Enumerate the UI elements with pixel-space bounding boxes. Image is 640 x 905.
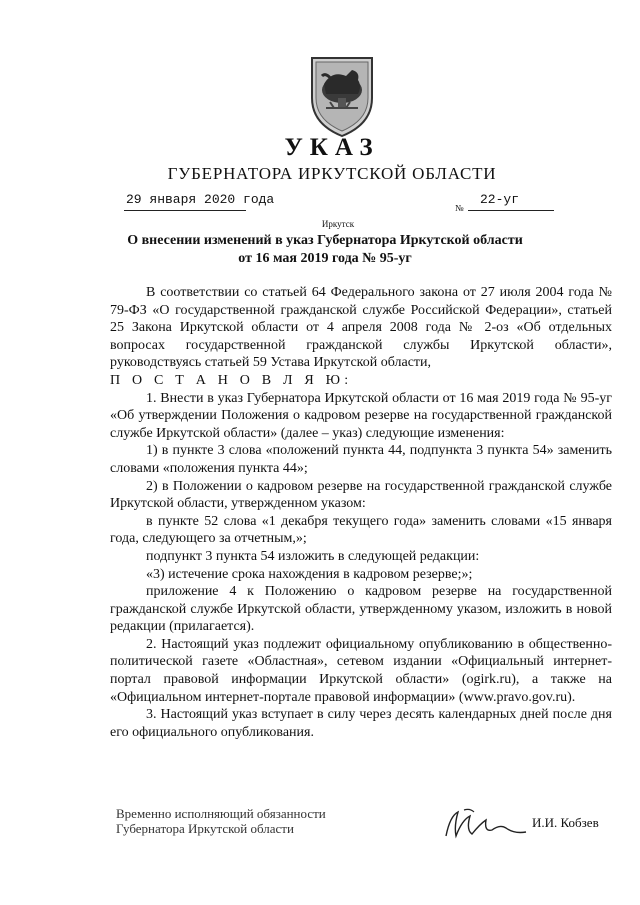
preamble-paragraph: В соответствии со статьей 64 Федерального закона от 27 июля 2004 года № 79-ФЗ «О государственной гражданской службе Российской Федерации», статьей 25 Закона Иркутской области от 4 апреля 2008 года № 2-оз «Об отдельных вопросах государственной гражданской службы Иркутской области», руководствуясь статьей 59 Устава Иркутской области, [110,285,612,371]
item-1-2a-paragraph: в пункте 52 слова «1 декабря текущего года» заменить словами «15 января года, следующего за отчетным,»; [110,513,612,547]
document-body [110,284,612,741]
number-underline [468,210,554,211]
issue-date: 29 января 2020 года [126,192,275,207]
handwritten-signature [440,806,530,844]
item-1-2b-paragraph: подпункт 3 пункта 54 изложить в следующей редакции: [146,548,480,564]
document-number: 22-уг [480,192,520,207]
heading-line-1: О внесении изменений в указ Губернатора Иркутской области [127,233,523,248]
signer-position [116,806,326,836]
decree-word: П О С Т А Н О В Л Я Ю: [110,372,353,388]
heading-line-2: от 16 мая 2019 года № 95-уг [238,251,412,266]
signer-position-line-1: Временно исполняющий обязанности [116,806,326,821]
item-1-2-paragraph: 2) в Положении о кадровом резерве на государственной гражданской службе Иркутской области, утвержденном указом: [110,478,612,512]
item-3-paragraph: 3. Настоящий указ вступает в силу через десять календарных дней после дня его официального опубликования. [110,707,612,740]
item-1-paragraph: 1. Внести в указ Губернатора Иркутской области от 16 мая 2019 года № 95-уг «Об утверждении Положения о кадровом резерве на государственной гражданской службе Иркутской области» (далее – указ) следующие изменения: [110,390,612,441]
number-label: № [455,203,464,213]
issuer-title: ГУБЕРНАТОРА ИРКУТСКОЙ ОБЛАСТИ [167,164,497,183]
item-1-1-paragraph: 1) в пункте 3 слова «положений пункта 44, подпункта 3 пункта 54» заменить словами «положения пункта 44»; [110,443,612,476]
document-title: УКАЗ [284,134,380,161]
item-1-2c-paragraph: «3) истечение срока нахождения в кадровом резерве;»; [146,566,473,582]
signer-name: И.И. Кобзев [532,815,599,830]
item-2-paragraph: 2. Настоящий указ подлежит официальному опубликованию в общественно-политической газете «Областная», сетевом издании «Официальный интернет-портал правовой информации Иркутской области» (ogirk.ru), а также на «Официальном интернет-портале правовой информации» (www.pravo.gov.ru). [110,636,612,705]
date-underline [124,210,246,211]
issue-city: Иркутск [321,219,355,229]
signer-position-line-2: Губернатора Иркутской области [116,821,294,836]
document-heading [110,232,540,268]
coat-of-arms-emblem [302,50,382,140]
item-1-2d-paragraph: приложение 4 к Положению о кадровом резерве на государственной гражданской службе Иркутской области, утвержденному указом, изложить в новой редакции (прилагается). [110,584,612,635]
